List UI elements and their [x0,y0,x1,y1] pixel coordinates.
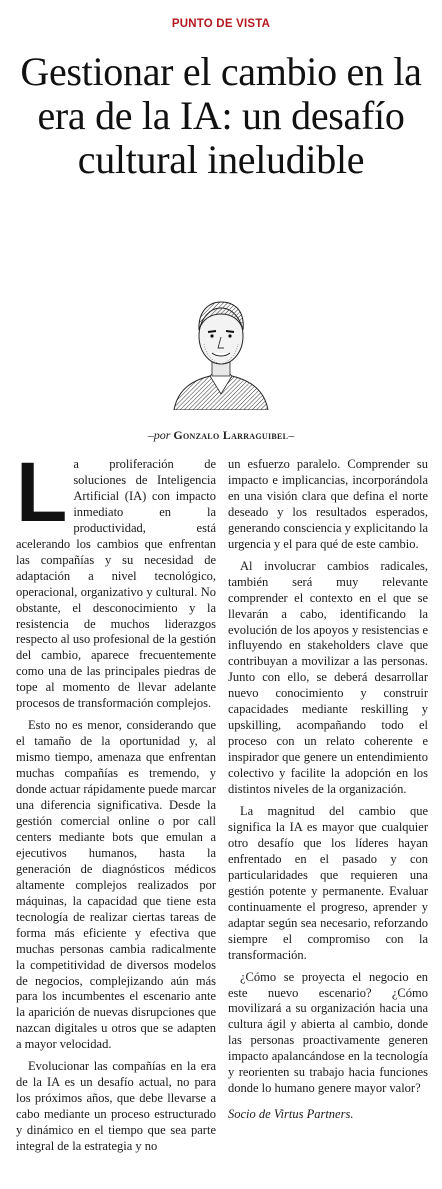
headline: Gestionar el cambio en la era de la IA: un desafío cultural ineludible [20,49,422,182]
paragraph: ¿Cómo se proyecta el negocio en este nuevo escenario? ¿Cómo movilizará a su organización hacia una cultura ágil y abierta al cambio, donde las personas proactivamente generen impacto apalancándose en la tecnología y reorienten su trabajo hacia funciones donde lo humano genere mayor valor? [228,969,428,1096]
drop-cap: L [16,445,68,539]
author-signature: Socio de Virtus Partners. [228,1107,354,1122]
paragraph: Esto no es menor, considerando que el tamaño de la oportunidad y, al mismo tiempo, amenaza que enfrentan muchas compañías es tremendo, y donde actuar rápidamente puede marcar una diferencia significativa. Desde la gestión comercial online o por call centers mediante bots que emulan a ejecutivos humanos, hasta la generación de diagnósticos médicos altamente complejos realizados por máquinas, la capacidad que tiene esta tecnología de realizar ciertas tareas de forma más eficiente y efectiva que muchas personas cambia radicalmente la competitividad de diversos modelos de negocios, complejizando aún más para los incumbentes el escenario ante la aparición de nuevas disrupciones que nazcan digitales u otros que se adapten a mayor velocidad. [16,718,216,1052]
byline [0,428,442,443]
section-label: PUNTO DE VISTA [171,18,271,30]
article-column-right [228,457,428,1129]
paragraph: Al involucrar cambios radicales, también será muy relevante comprender el contexto en el que se llevarán a cabo, identificando la evolución de los apoyos y resistencias e influyendo en stakeholders clave que contribuyan a movilizar a las personas. Junto con ello, se deberá desarrollar nuevo conocimiento y construir capacidades mediante reskilling y upskilling, acompañando todo el proceso con un relato coherente e inspirador que genere un entendimiento colectivo y facilite la adopción en los distintos niveles de la organización. [228,558,428,797]
paragraph: Evolucionar las compañías en la era de la IA es un desafío actual, no para los próximos años, que debe llevarse a cabo mediante un proceso estructurado y dinámico en el tiempo que sea parte integral de la estrategia y no [16,1059,216,1154]
byline-suffix: – [288,428,295,442]
paragraph: La proliferación de soluciones de Inteligencia Artificial (IA) con impacto inmediato en la productividad, está acelerando los cambios que enfrentan las compañías y su necesidad de adaptación a nivel tecnológico, operacional, organizativo y cultural. No obstante, el desconocimiento y la resistencia de muchos liderazgos respecto al uso profesional de la gestión del cambio, aparece frecuentemente como una de las principales piedras de tope al momento de llevar adelante procesos de transformación complejos. [16,445,216,711]
author-portrait-illustration [168,290,274,410]
author-name: Gonzalo Larraguibel [173,428,289,442]
paragraph: un esfuerzo paralelo. Comprender su impacto e implicancias, incorporándola en una visión clara que defina el norte deseado y los resultados esperados, generando consciencia y explicitando la urgencia y el para qué de este cambio. [228,457,428,551]
article-column-left [16,445,216,1161]
paragraph: La magnitud del cambio que significa la IA es mayor que cualquier otro desafío que los líderes hayan enfrentado en el pasado y con particularidades que requieren una gestión potente y permanente. Evaluar continuamente el progreso, aprender y adaptar según sea necesario, reforzando siempre el compromiso con la transformación. [228,804,428,962]
byline-prefix: –por [147,428,171,442]
